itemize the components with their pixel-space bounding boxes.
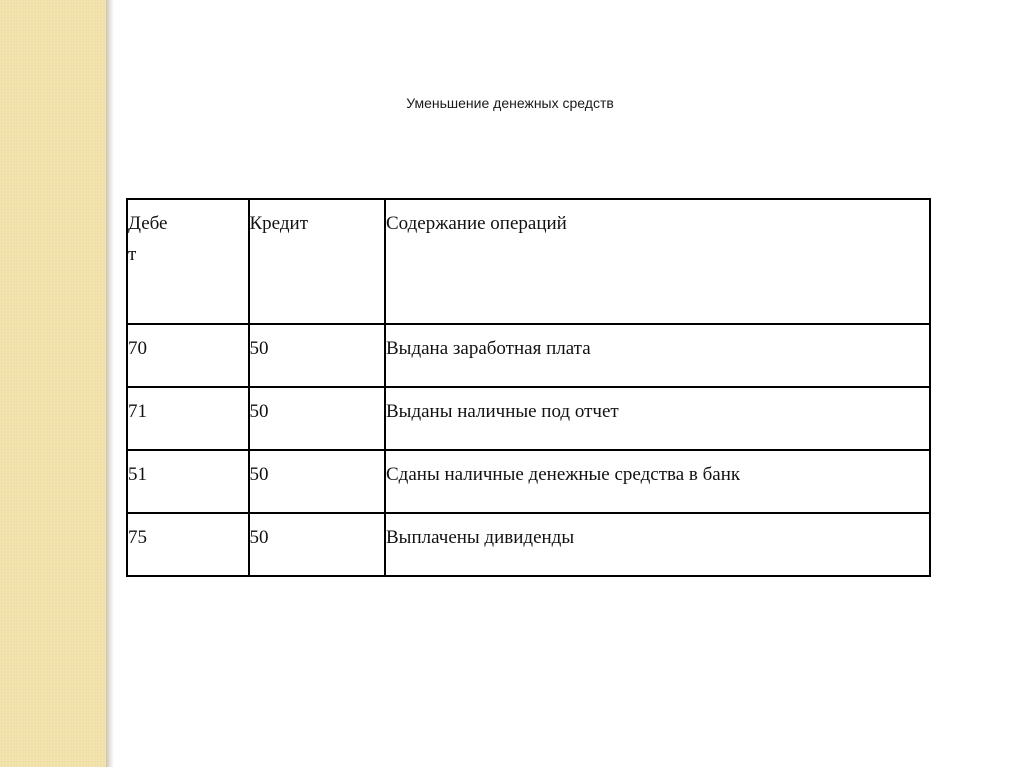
debit-cell: [127, 513, 249, 576]
header-debit-label: Дебет: [128, 213, 168, 265]
credit-value: 50: [249, 464, 269, 485]
table-row: [127, 324, 930, 387]
debit-value: 75: [128, 527, 147, 548]
debit-value: 71: [128, 401, 147, 422]
credit-value: 50: [249, 338, 269, 359]
credit-cell: [249, 387, 386, 450]
debit-cell: [127, 324, 249, 387]
description-cell: [385, 450, 930, 513]
operations-table: [126, 198, 931, 577]
header-cell-credit: [249, 199, 386, 324]
credit-value: 50: [249, 527, 269, 548]
credit-cell: [249, 324, 386, 387]
debit-cell: [127, 387, 249, 450]
description-cell: [385, 324, 930, 387]
decorative-side-strip: [0, 0, 106, 767]
header-cell-debit: [127, 199, 249, 324]
description-value: Выплачены дивиденды: [386, 527, 575, 548]
header-cell-description: [385, 199, 930, 324]
description-value: Выдана заработная плата: [386, 338, 591, 359]
credit-cell: [249, 513, 386, 576]
credit-cell: [249, 450, 386, 513]
table-row: [127, 450, 930, 513]
debit-value: 70: [128, 338, 147, 359]
side-strip-shadow: [106, 0, 114, 767]
description-cell: [385, 387, 930, 450]
table-header-row: [127, 199, 930, 324]
debit-value: 51: [128, 464, 147, 485]
table-row: [127, 387, 930, 450]
description-value: Выданы наличные под отчет: [386, 401, 619, 422]
header-description-label: Содержание операций: [386, 213, 567, 234]
table-row: [127, 513, 930, 576]
credit-value: 50: [249, 401, 269, 422]
slide-title: Уменьшение денежных средств: [406, 95, 614, 111]
description-cell: [385, 513, 930, 576]
description-value: Сданы наличные денежные средства в банк: [386, 464, 741, 485]
debit-cell: [127, 450, 249, 513]
header-credit-label: Кредит: [249, 213, 308, 234]
